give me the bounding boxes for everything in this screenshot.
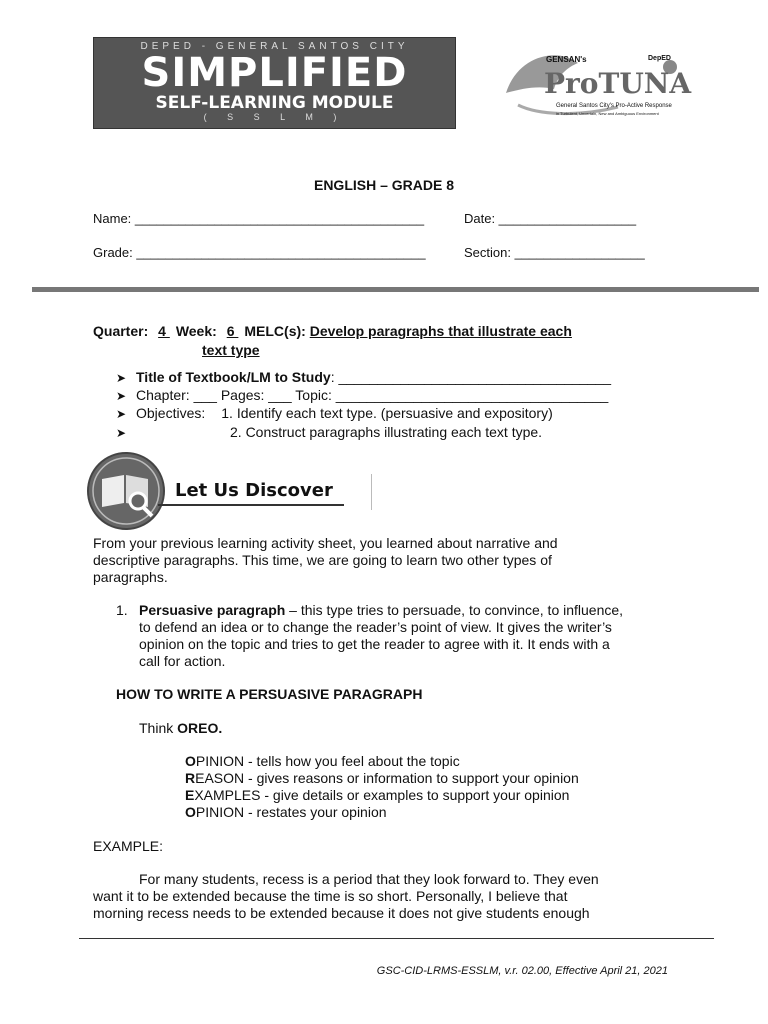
how-to-heading: HOW TO WRITE A PERSUASIVE PARAGRAPH [116, 686, 423, 702]
objective-1: 1. Identify each text type. (persuasive and expository) [221, 405, 553, 421]
header-divider [32, 287, 759, 292]
example-label: EXAMPLE: [93, 838, 164, 854]
oreo-text: EASON - gives reasons or information to support your opinion [195, 770, 579, 786]
footer-code: GSC-CID-LRMS-ESSLM, v.r. 02.00, Effective April 21, 2021 [376, 965, 668, 977]
oreo-word: OREO. [177, 720, 223, 736]
banner-sub-text: SELF-LEARNING MODULE [155, 93, 394, 113]
arrow-bullet-icon: ➤ [116, 407, 127, 421]
oreo-list [185, 753, 579, 821]
intro-line: From your previous learning activity sheet, you learned about narrative and [93, 535, 558, 551]
list-item-chapter [116, 387, 608, 403]
example-paragraph [93, 871, 693, 922]
oreo-letter: R [185, 770, 196, 786]
heading-separator [371, 474, 372, 510]
objectives-label: Objectives: [136, 405, 206, 421]
example-line: want it to be extended because the time is so short. Personally, I believe that [93, 888, 568, 904]
intro-line: descriptive paragraphs. This time, we are going to learn two other types of [93, 552, 552, 568]
definition-line: call for action. [139, 653, 226, 669]
quarter-value: 4 [158, 323, 170, 339]
example-line: morning recess needs to be extended because it does not give students enough [93, 905, 590, 921]
arrow-bullet-icon: ➤ [116, 389, 127, 403]
oreo-text: PINION - restates your opinion [195, 804, 387, 820]
think-oreo [139, 720, 222, 737]
protuna-logo [498, 45, 692, 127]
logo-tagline-1: General Santos City's Pro-Active Response [556, 103, 672, 109]
quarter-label: Quarter: [93, 323, 149, 339]
textbook-blank[interactable]: : ___________________________________ [330, 369, 611, 385]
chapter-text[interactable]: Chapter: ___ Pages: ___ Topic: ___________________________________ [136, 387, 609, 403]
melc-text-line1: Develop paragraphs that illustrate each [309, 323, 572, 339]
persuasive-term: Persuasive paragraph [139, 602, 286, 618]
intro-paragraph [93, 535, 693, 586]
oreo-letter: O [185, 804, 196, 820]
objective-2: 2. Construct paragraphs illustrating each text type. [230, 424, 543, 440]
document-title: ENGLISH – GRADE 8 [313, 177, 455, 193]
logo-deped-text: DepED [648, 55, 671, 62]
melc-label: MELC(s): [244, 323, 306, 339]
intro-line: paragraphs. [93, 569, 168, 585]
oreo-text: PINION - tells how you feel about the topic [195, 753, 460, 769]
list-item-objective-2 [116, 424, 542, 440]
oreo-letter: E [185, 787, 195, 803]
oreo-item [185, 804, 579, 821]
item-number: 1. [116, 602, 128, 618]
list-item-textbook [116, 369, 611, 385]
oreo-item [185, 770, 579, 787]
oreo-item [185, 787, 579, 804]
think-prefix: Think [139, 720, 178, 736]
banner-abbr-text: ( S S L M ) [203, 112, 346, 122]
arrow-bullet-icon: ➤ [116, 426, 127, 440]
heading-underline [158, 504, 344, 506]
persuasive-definition [139, 602, 699, 670]
list-item-objectives [116, 405, 553, 421]
definition-line: to defend an idea or to change the reader’s point of view. It gives the writer’s [139, 619, 612, 635]
logo-tagline-2: in Turbulent, Uncertain, New and Ambiguous Environment [556, 111, 659, 116]
oreo-letter: O [185, 753, 196, 769]
logo-gensan-text: GENSAN's [546, 55, 587, 64]
definition-line: – this type tries to persuade, to convince, to influence, [285, 602, 624, 618]
footer-divider [79, 938, 714, 939]
arrow-bullet-icon: ➤ [116, 371, 127, 385]
definition-line: opinion on the topic and tries to get the reader to agree with it. It ends with a [139, 636, 610, 652]
melc-text-line2: text type [202, 342, 260, 358]
banner-main-text: SIMPLIFIED [141, 50, 408, 96]
logo-brand-text: ProTUNA [544, 67, 692, 100]
name-field[interactable]: Name: ________________________________________ [93, 211, 425, 226]
oreo-item [185, 753, 579, 770]
section-heading: Let Us Discover [175, 480, 333, 501]
discover-icon [86, 451, 166, 531]
date-field[interactable]: Date: ___________________ [464, 211, 637, 226]
banner-top-text: DEPED - GENERAL SANTOS CITY [140, 41, 409, 52]
grade-field[interactable]: Grade: ________________________________________ [93, 245, 426, 260]
quarter-line [93, 323, 572, 339]
module-banner [93, 37, 456, 129]
week-label: Week: [175, 323, 217, 339]
week-value: 6 [226, 323, 239, 339]
example-line: For many students, recess is a period that they look forward to. They even [139, 871, 599, 887]
textbook-label: Title of Textbook/LM to Study [136, 369, 331, 385]
oreo-text: XAMPLES - give details or examples to support your opinion [194, 787, 570, 803]
section-field[interactable]: Section: __________________ [464, 245, 645, 260]
